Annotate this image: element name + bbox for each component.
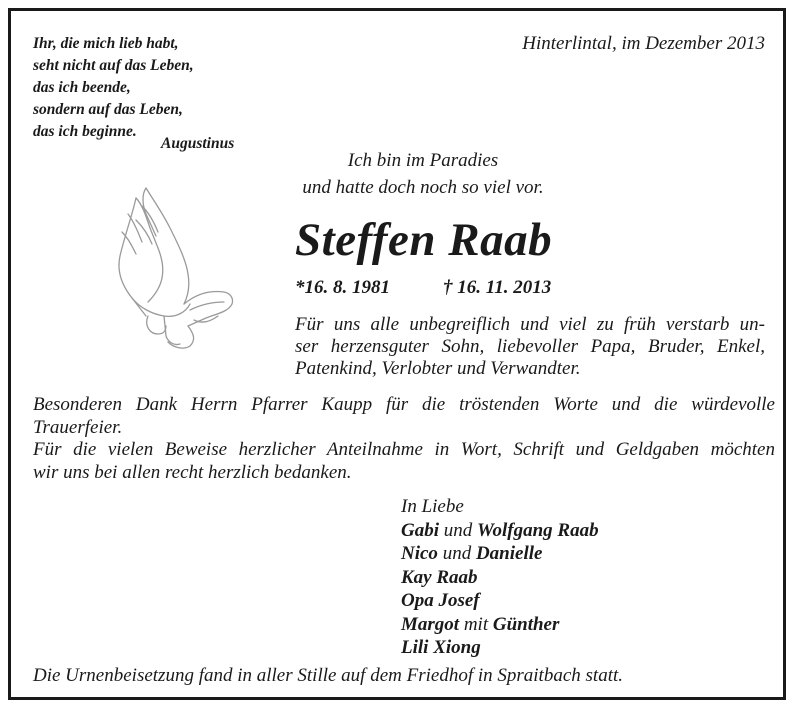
family-member: Opa Josef — [401, 590, 480, 611]
family-member: Margot — [401, 613, 460, 635]
motto-line: und hatte doch noch so viel vor. — [302, 177, 544, 198]
thanks-text — [33, 394, 775, 484]
text-line: ser herzensguter Sohn, liebevoller Papa, Bruder, Enkel, — [295, 336, 765, 357]
deceased-name: Steffen Raab — [295, 214, 553, 266]
family-member: Lili Xiong — [401, 637, 481, 658]
family-intro: In Liebe — [401, 496, 464, 517]
motto — [283, 147, 563, 201]
text-line: Besonderen Dank Herrn Pfarrer Kaupp für die tröstenden Worte und die würdevolle — [33, 394, 775, 415]
family-row — [401, 566, 599, 590]
family-row — [401, 613, 599, 637]
poem-line: sondern auf das Leben, — [33, 101, 183, 118]
family-member: Danielle — [475, 543, 543, 564]
motto-line: Ich bin im Paradies — [347, 150, 499, 171]
poem-author: Augustinus — [161, 135, 235, 152]
praying-hands-icon — [106, 176, 236, 351]
text-line: Trauerfeier. — [33, 416, 123, 438]
family-member: Nico — [401, 543, 438, 564]
family-list — [401, 495, 599, 660]
poem — [33, 33, 273, 143]
place-date: Hinterlintal, im Dezember 2013 — [522, 33, 765, 54]
poem-line: Ihr, die mich lieb habt, — [33, 35, 179, 52]
poem-line: das ich beginne. — [33, 123, 137, 140]
family-member: Wolfgang Raab — [477, 519, 599, 541]
family-member: Gabi — [401, 519, 439, 541]
family-conjunction: mit — [459, 613, 493, 635]
burial-note: Die Urnenbeisetzung fand in aller Stille auf dem Friedhof in Spraitbach statt. — [33, 665, 624, 686]
family-member: Günther — [492, 613, 560, 635]
poem-line: das ich beende, — [33, 79, 131, 96]
family-conjunction: und — [437, 543, 476, 564]
family-conjunction: und — [439, 519, 477, 541]
text-line: Patenkind, Verlobter und Verwandter. — [295, 358, 581, 379]
death-date: † 16. 11. 2013 — [443, 277, 552, 298]
announcement-text — [295, 314, 765, 380]
birth-date: *16. 8. 1981 — [295, 277, 390, 298]
text-line: wir uns bei allen recht herzlich bedanken. — [33, 461, 352, 483]
text-line: Für uns alle unbegreiflich und viel zu früh verstarb un- — [295, 314, 765, 335]
text-line: Für die vielen Beweise herzlicher Anteilnahme in Wort, Schrift und Geldgaben möchten — [33, 439, 775, 460]
family-row — [401, 519, 599, 543]
family-row — [401, 636, 599, 660]
obituary-notice — [8, 8, 786, 700]
family-member: Kay Raab — [401, 566, 478, 588]
family-row — [401, 542, 599, 566]
family-row — [401, 589, 599, 613]
poem-line: seht nicht auf das Leben, — [33, 57, 194, 74]
